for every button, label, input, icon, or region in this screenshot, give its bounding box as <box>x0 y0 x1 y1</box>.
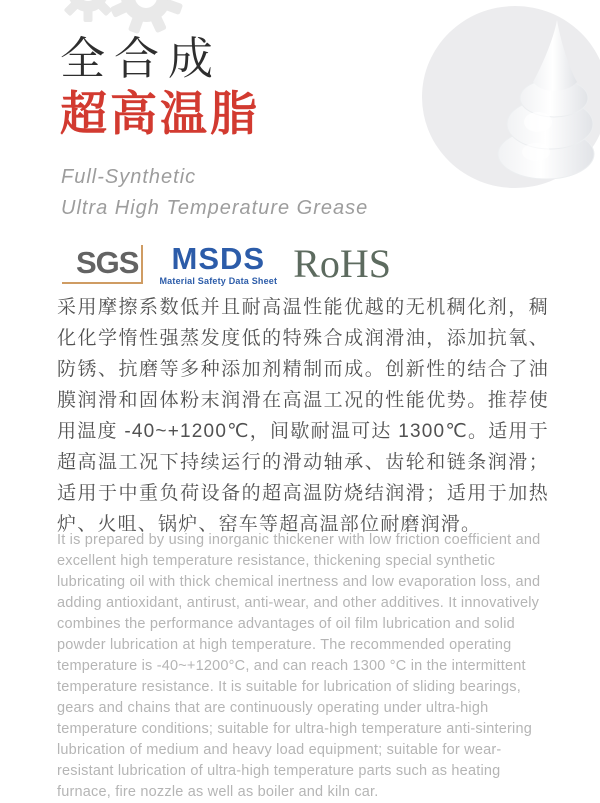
subtitle-en-line1: Full-Synthetic <box>61 166 197 188</box>
description-chinese: 采用摩擦系数低并且耐高温性能优越的无机稠化剂，稠化化学惰性强蒸发度低的特殊合成润滑油，添加抗氧、防锈、抗磨等多种添加剂精制而成。创新性的结合了油膜润滑和固体粉末润滑在高温工况的性能优势。推荐使用温度 -40~+1200℃，间歇耐温可达 1300℃。适用于超高温工况下持续运行的滑动轴承、齿轮和链条润滑；适用于中重负荷设备的超高温防烧结润滑；适用于加热炉、火咀、锅炉、窑车等超高温部位耐磨润滑。 <box>57 297 549 535</box>
page-title <box>60 33 260 140</box>
subtitle-en-line2: Ultra High Temperature Grease <box>61 197 369 219</box>
rohs-logo-label: RoHS <box>293 241 392 286</box>
gear-icon <box>58 0 188 34</box>
description-english: It is prepared by using inorganic thickener with low friction coefficient and excellent high temperature resistance, thickening special synthetic lubricating oil with thick chemical inertness and low evaporation loss, and adding antioxidant, antirust, anti-wear, and other additives. It innovatively combines the performance advantages of oil film lubrication and solid powder lubrication at high temperature. The recommended operating temperature is -40~+1200°C, and can reach 1300 °C in the intermittent temperature resistance. It is suitable for lubrication of sliding bearings, gears and chains that are continuously operating under ultra-high temperature conditions; suitable for ultra-high temperature anti-sintering lubrication of medium and heavy load equipment; suitable for wear-resistant lubrication of ultra-high temperature parts such as heating furnace, fire nozzle as well as boiler and kiln car. <box>57 532 541 800</box>
title-cn-line2: 超高温脂 <box>60 87 260 140</box>
subtitle-en <box>61 162 368 224</box>
rohs-logo <box>293 241 392 286</box>
sgs-logo-label: SGS <box>76 245 139 280</box>
sgs-logo <box>62 244 143 284</box>
product-image-circle <box>422 6 600 188</box>
msds-logo <box>159 240 278 286</box>
msds-logo-label: MSDS <box>171 240 266 276</box>
certification-logos <box>62 238 391 290</box>
msds-logo-subtitle: Material Safety Data Sheet <box>159 275 278 286</box>
title-cn-line1: 全合成 <box>60 33 223 84</box>
grease-dollop-photo <box>478 14 600 182</box>
